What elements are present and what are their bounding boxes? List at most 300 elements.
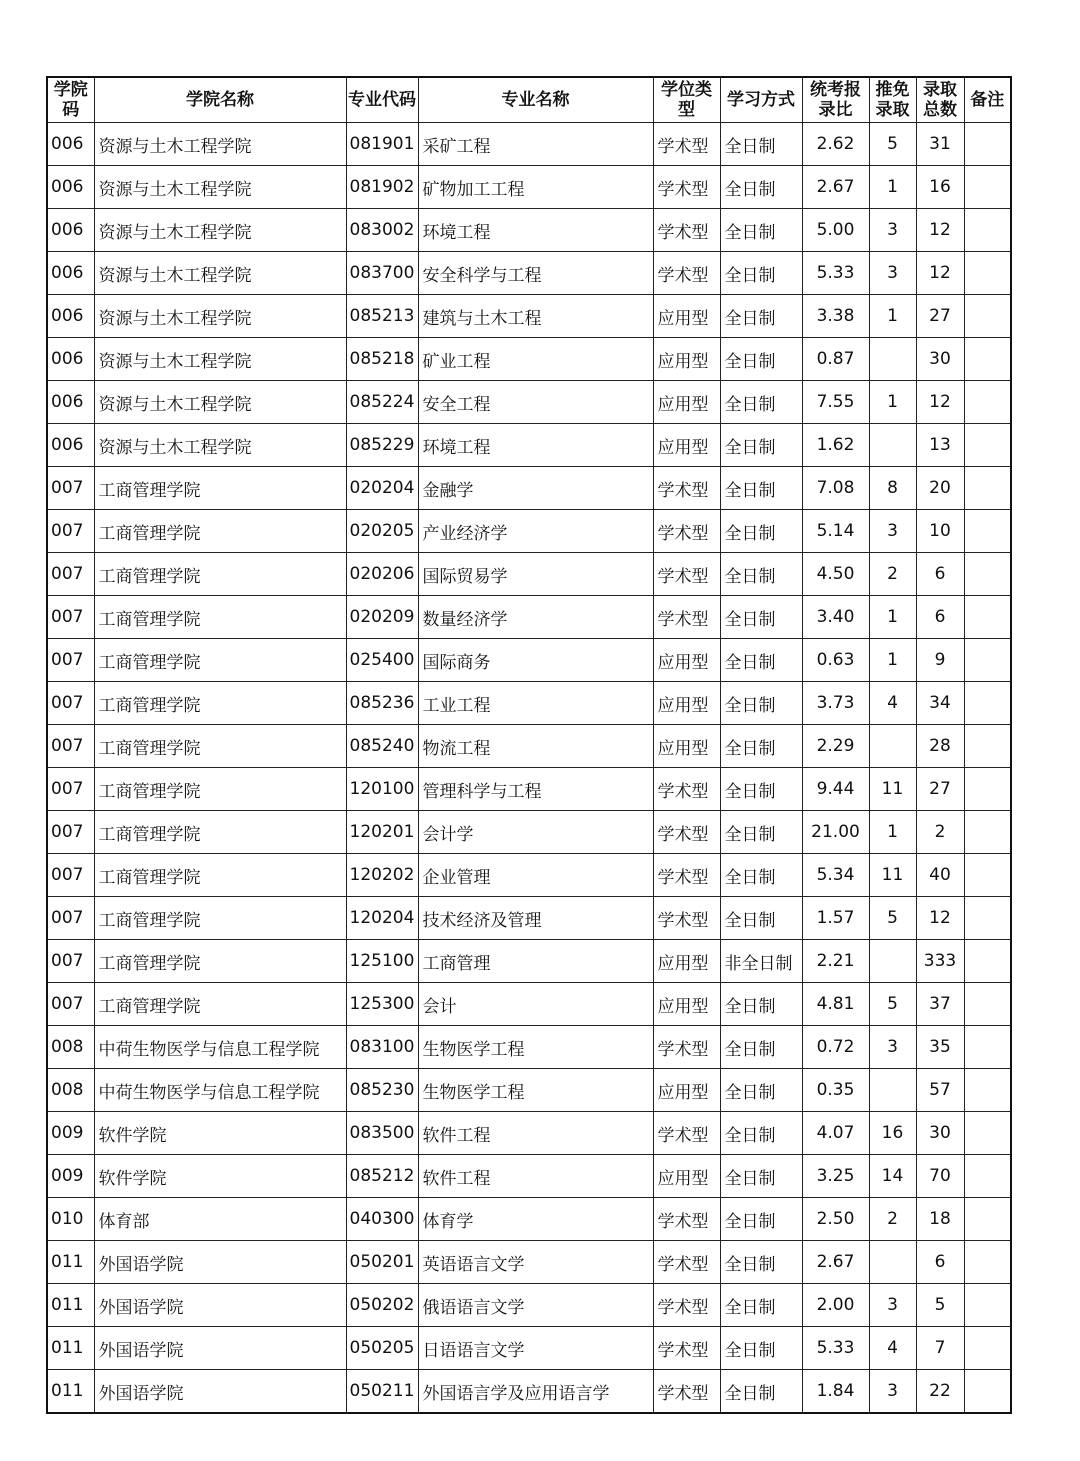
cell-study-mode: 全日制 [720, 768, 802, 811]
cell-study-mode: 全日制 [720, 1155, 802, 1198]
cell-college-name: 中荷生物医学与信息工程学院 [94, 1026, 346, 1069]
table-row [47, 467, 1011, 510]
cell-study-mode: 全日制 [720, 123, 802, 166]
cell-study-mode: 全日制 [720, 424, 802, 467]
cell-major-code: 050201 [346, 1241, 418, 1284]
cell-total: 31 [916, 123, 964, 166]
header-degree-type: 学位类型 [653, 77, 720, 123]
cell-college-code: 009 [47, 1112, 94, 1155]
cell-remarks [964, 1026, 1011, 1069]
cell-college-name: 工商管理学院 [94, 854, 346, 897]
cell-college-name: 资源与土木工程学院 [94, 123, 346, 166]
cell-major-code: 120201 [346, 811, 418, 854]
cell-total: 30 [916, 1112, 964, 1155]
cell-study-mode: 全日制 [720, 553, 802, 596]
cell-remarks [964, 1241, 1011, 1284]
cell-remarks [964, 1155, 1011, 1198]
cell-recommended: 3 [869, 510, 916, 553]
cell-ratio: 5.14 [802, 510, 869, 553]
cell-major-code: 040300 [346, 1198, 418, 1241]
cell-major-code: 085218 [346, 338, 418, 381]
table-row [47, 1370, 1011, 1414]
table-row [47, 1198, 1011, 1241]
cell-college-name: 资源与土木工程学院 [94, 381, 346, 424]
cell-ratio: 21.00 [802, 811, 869, 854]
cell-degree-type: 应用型 [653, 983, 720, 1026]
cell-study-mode: 非全日制 [720, 940, 802, 983]
cell-ratio: 2.67 [802, 166, 869, 209]
cell-major-code: 050205 [346, 1327, 418, 1370]
cell-ratio: 5.33 [802, 252, 869, 295]
cell-remarks [964, 854, 1011, 897]
cell-study-mode: 全日制 [720, 338, 802, 381]
cell-study-mode: 全日制 [720, 983, 802, 1026]
table-row [47, 381, 1011, 424]
header-recommended: 推免录取 [869, 77, 916, 123]
cell-remarks [964, 682, 1011, 725]
cell-degree-type: 学术型 [653, 209, 720, 252]
cell-study-mode: 全日制 [720, 1327, 802, 1370]
cell-study-mode: 全日制 [720, 209, 802, 252]
cell-total: 10 [916, 510, 964, 553]
cell-remarks [964, 940, 1011, 983]
cell-total: 28 [916, 725, 964, 768]
cell-major-code: 050202 [346, 1284, 418, 1327]
header-total: 录取总数 [916, 77, 964, 123]
cell-college-name: 软件学院 [94, 1112, 346, 1155]
cell-remarks [964, 811, 1011, 854]
cell-major-name: 生物医学工程 [418, 1026, 653, 1069]
cell-college-code: 007 [47, 682, 94, 725]
cell-college-name: 工商管理学院 [94, 596, 346, 639]
cell-major-name: 管理科学与工程 [418, 768, 653, 811]
cell-ratio: 2.50 [802, 1198, 869, 1241]
cell-study-mode: 全日制 [720, 1241, 802, 1284]
cell-college-name: 资源与土木工程学院 [94, 338, 346, 381]
cell-college-name: 工商管理学院 [94, 725, 346, 768]
cell-college-name: 资源与土木工程学院 [94, 424, 346, 467]
cell-recommended: 1 [869, 381, 916, 424]
cell-college-code: 007 [47, 854, 94, 897]
cell-recommended [869, 1069, 916, 1112]
table-row [47, 123, 1011, 166]
cell-total: 35 [916, 1026, 964, 1069]
cell-total: 34 [916, 682, 964, 725]
table-row [47, 1284, 1011, 1327]
cell-college-name: 工商管理学院 [94, 467, 346, 510]
cell-total: 27 [916, 295, 964, 338]
cell-degree-type: 学术型 [653, 553, 720, 596]
cell-remarks [964, 510, 1011, 553]
cell-college-code: 007 [47, 897, 94, 940]
cell-major-code: 120204 [346, 897, 418, 940]
cell-major-name: 安全工程 [418, 381, 653, 424]
cell-college-name: 软件学院 [94, 1155, 346, 1198]
cell-ratio: 0.72 [802, 1026, 869, 1069]
cell-remarks [964, 467, 1011, 510]
cell-study-mode: 全日制 [720, 1370, 802, 1414]
cell-ratio: 4.81 [802, 983, 869, 1026]
cell-major-name: 生物医学工程 [418, 1069, 653, 1112]
cell-study-mode: 全日制 [720, 295, 802, 338]
cell-total: 7 [916, 1327, 964, 1370]
cell-recommended: 5 [869, 123, 916, 166]
cell-recommended: 1 [869, 811, 916, 854]
cell-remarks [964, 725, 1011, 768]
cell-ratio: 3.73 [802, 682, 869, 725]
header-major-code: 专业代码 [346, 77, 418, 123]
cell-degree-type: 学术型 [653, 1284, 720, 1327]
cell-college-code: 007 [47, 510, 94, 553]
cell-degree-type: 学术型 [653, 1026, 720, 1069]
cell-total: 2 [916, 811, 964, 854]
table-row [47, 1241, 1011, 1284]
cell-college-code: 006 [47, 252, 94, 295]
cell-ratio: 1.62 [802, 424, 869, 467]
cell-major-code: 083700 [346, 252, 418, 295]
cell-remarks [964, 295, 1011, 338]
cell-college-name: 工商管理学院 [94, 510, 346, 553]
cell-total: 13 [916, 424, 964, 467]
header-college-name: 学院名称 [94, 77, 346, 123]
cell-recommended: 11 [869, 768, 916, 811]
cell-recommended: 1 [869, 639, 916, 682]
cell-degree-type: 学术型 [653, 467, 720, 510]
cell-recommended: 4 [869, 682, 916, 725]
cell-major-code: 025400 [346, 639, 418, 682]
cell-major-code: 020209 [346, 596, 418, 639]
cell-degree-type: 应用型 [653, 1155, 720, 1198]
cell-ratio: 0.87 [802, 338, 869, 381]
cell-college-code: 007 [47, 467, 94, 510]
table-row [47, 596, 1011, 639]
cell-recommended: 3 [869, 1370, 916, 1414]
cell-recommended: 3 [869, 209, 916, 252]
table-row [47, 166, 1011, 209]
cell-degree-type: 学术型 [653, 123, 720, 166]
cell-college-name: 工商管理学院 [94, 940, 346, 983]
table-row [47, 510, 1011, 553]
cell-total: 20 [916, 467, 964, 510]
table-row [47, 897, 1011, 940]
cell-total: 5 [916, 1284, 964, 1327]
cell-remarks [964, 1112, 1011, 1155]
cell-college-name: 工商管理学院 [94, 553, 346, 596]
cell-major-code: 081902 [346, 166, 418, 209]
cell-degree-type: 学术型 [653, 1112, 720, 1155]
cell-major-code: 085236 [346, 682, 418, 725]
cell-degree-type: 应用型 [653, 424, 720, 467]
cell-college-code: 008 [47, 1026, 94, 1069]
cell-degree-type: 学术型 [653, 252, 720, 295]
cell-ratio: 2.21 [802, 940, 869, 983]
cell-total: 40 [916, 854, 964, 897]
cell-study-mode: 全日制 [720, 1026, 802, 1069]
cell-recommended [869, 725, 916, 768]
cell-major-code: 050211 [346, 1370, 418, 1414]
cell-study-mode: 全日制 [720, 381, 802, 424]
cell-major-name: 环境工程 [418, 424, 653, 467]
cell-remarks [964, 768, 1011, 811]
cell-major-code: 120202 [346, 854, 418, 897]
cell-ratio: 7.55 [802, 381, 869, 424]
cell-major-code: 083500 [346, 1112, 418, 1155]
cell-college-code: 011 [47, 1327, 94, 1370]
cell-remarks [964, 209, 1011, 252]
cell-college-name: 工商管理学院 [94, 768, 346, 811]
cell-recommended: 3 [869, 252, 916, 295]
cell-college-code: 007 [47, 768, 94, 811]
cell-degree-type: 学术型 [653, 1198, 720, 1241]
cell-major-code: 085212 [346, 1155, 418, 1198]
cell-degree-type: 学术型 [653, 510, 720, 553]
cell-college-code: 006 [47, 338, 94, 381]
cell-recommended: 3 [869, 1284, 916, 1327]
cell-college-name: 工商管理学院 [94, 682, 346, 725]
cell-study-mode: 全日制 [720, 1112, 802, 1155]
cell-major-code: 085229 [346, 424, 418, 467]
cell-major-code: 085230 [346, 1069, 418, 1112]
table-body [47, 123, 1011, 1414]
header-college-code: 学院码 [47, 77, 94, 123]
cell-degree-type: 应用型 [653, 1069, 720, 1112]
cell-college-name: 工商管理学院 [94, 897, 346, 940]
cell-ratio: 5.34 [802, 854, 869, 897]
cell-college-name: 工商管理学院 [94, 983, 346, 1026]
cell-recommended: 16 [869, 1112, 916, 1155]
cell-remarks [964, 897, 1011, 940]
cell-ratio: 9.44 [802, 768, 869, 811]
cell-total: 30 [916, 338, 964, 381]
cell-degree-type: 学术型 [653, 1327, 720, 1370]
cell-major-code: 085213 [346, 295, 418, 338]
cell-major-code: 020204 [346, 467, 418, 510]
cell-remarks [964, 983, 1011, 1026]
cell-remarks [964, 381, 1011, 424]
cell-study-mode: 全日制 [720, 854, 802, 897]
cell-remarks [964, 1198, 1011, 1241]
cell-college-code: 008 [47, 1069, 94, 1112]
cell-recommended: 1 [869, 166, 916, 209]
cell-major-name: 工商管理 [418, 940, 653, 983]
cell-remarks [964, 252, 1011, 295]
cell-study-mode: 全日制 [720, 467, 802, 510]
cell-ratio: 4.07 [802, 1112, 869, 1155]
cell-college-code: 006 [47, 166, 94, 209]
table-row [47, 1155, 1011, 1198]
cell-degree-type: 应用型 [653, 940, 720, 983]
cell-major-name: 俄语语言文学 [418, 1284, 653, 1327]
cell-major-name: 英语语言文学 [418, 1241, 653, 1284]
cell-remarks [964, 596, 1011, 639]
cell-major-code: 120100 [346, 768, 418, 811]
cell-recommended: 11 [869, 854, 916, 897]
table-header [47, 77, 1011, 123]
header-ratio: 统考报录比 [802, 77, 869, 123]
cell-ratio: 7.08 [802, 467, 869, 510]
cell-college-name: 外国语学院 [94, 1370, 346, 1414]
cell-college-code: 007 [47, 811, 94, 854]
cell-recommended [869, 940, 916, 983]
cell-study-mode: 全日制 [720, 897, 802, 940]
cell-recommended: 1 [869, 295, 916, 338]
cell-major-name: 软件工程 [418, 1112, 653, 1155]
cell-ratio: 2.62 [802, 123, 869, 166]
table-row [47, 1327, 1011, 1370]
cell-study-mode: 全日制 [720, 510, 802, 553]
cell-study-mode: 全日制 [720, 725, 802, 768]
cell-college-name: 外国语学院 [94, 1241, 346, 1284]
cell-major-name: 环境工程 [418, 209, 653, 252]
table-row [47, 768, 1011, 811]
header-row [47, 77, 1011, 123]
cell-ratio: 2.00 [802, 1284, 869, 1327]
cell-major-code: 081901 [346, 123, 418, 166]
table-row [47, 424, 1011, 467]
cell-major-name: 体育学 [418, 1198, 653, 1241]
cell-college-code: 009 [47, 1155, 94, 1198]
cell-major-code: 085224 [346, 381, 418, 424]
cell-college-code: 007 [47, 940, 94, 983]
table-row [47, 725, 1011, 768]
cell-college-code: 007 [47, 983, 94, 1026]
cell-total: 16 [916, 166, 964, 209]
cell-college-name: 体育部 [94, 1198, 346, 1241]
cell-college-code: 011 [47, 1284, 94, 1327]
cell-study-mode: 全日制 [720, 1198, 802, 1241]
cell-remarks [964, 166, 1011, 209]
cell-recommended [869, 424, 916, 467]
cell-remarks [964, 1069, 1011, 1112]
admission-table [46, 76, 1012, 1414]
cell-college-code: 006 [47, 381, 94, 424]
cell-recommended: 8 [869, 467, 916, 510]
cell-major-name: 会计 [418, 983, 653, 1026]
cell-ratio: 5.00 [802, 209, 869, 252]
cell-degree-type: 学术型 [653, 596, 720, 639]
cell-major-name: 技术经济及管理 [418, 897, 653, 940]
cell-major-code: 125100 [346, 940, 418, 983]
cell-college-name: 资源与土木工程学院 [94, 209, 346, 252]
table-row [47, 209, 1011, 252]
cell-remarks [964, 553, 1011, 596]
cell-total: 333 [916, 940, 964, 983]
cell-study-mode: 全日制 [720, 1069, 802, 1112]
cell-ratio: 0.35 [802, 1069, 869, 1112]
cell-college-code: 006 [47, 209, 94, 252]
cell-study-mode: 全日制 [720, 639, 802, 682]
table-row [47, 1026, 1011, 1069]
cell-degree-type: 学术型 [653, 811, 720, 854]
cell-study-mode: 全日制 [720, 682, 802, 725]
cell-recommended [869, 1241, 916, 1284]
cell-recommended: 14 [869, 1155, 916, 1198]
cell-ratio: 2.67 [802, 1241, 869, 1284]
cell-total: 57 [916, 1069, 964, 1112]
cell-ratio: 3.40 [802, 596, 869, 639]
table-row [47, 983, 1011, 1026]
cell-degree-type: 应用型 [653, 338, 720, 381]
cell-recommended: 3 [869, 1026, 916, 1069]
table-row [47, 854, 1011, 897]
cell-recommended: 5 [869, 897, 916, 940]
cell-major-name: 产业经济学 [418, 510, 653, 553]
cell-major-name: 数量经济学 [418, 596, 653, 639]
cell-college-name: 中荷生物医学与信息工程学院 [94, 1069, 346, 1112]
cell-ratio: 3.25 [802, 1155, 869, 1198]
cell-remarks [964, 1370, 1011, 1414]
cell-degree-type: 学术型 [653, 166, 720, 209]
cell-recommended: 5 [869, 983, 916, 1026]
table-row [47, 811, 1011, 854]
admission-table-container [46, 76, 1010, 1414]
cell-remarks [964, 1327, 1011, 1370]
cell-college-name: 资源与土木工程学院 [94, 295, 346, 338]
cell-college-code: 006 [47, 123, 94, 166]
table-row [47, 940, 1011, 983]
cell-major-name: 日语语言文学 [418, 1327, 653, 1370]
table-row [47, 639, 1011, 682]
cell-degree-type: 应用型 [653, 725, 720, 768]
cell-major-name: 采矿工程 [418, 123, 653, 166]
cell-college-code: 010 [47, 1198, 94, 1241]
cell-study-mode: 全日制 [720, 811, 802, 854]
cell-college-name: 外国语学院 [94, 1284, 346, 1327]
cell-remarks [964, 123, 1011, 166]
cell-total: 27 [916, 768, 964, 811]
cell-college-name: 外国语学院 [94, 1327, 346, 1370]
table-row [47, 1069, 1011, 1112]
cell-ratio: 1.57 [802, 897, 869, 940]
cell-major-name: 工业工程 [418, 682, 653, 725]
table-row [47, 553, 1011, 596]
cell-college-code: 007 [47, 639, 94, 682]
cell-major-code: 083100 [346, 1026, 418, 1069]
cell-remarks [964, 1284, 1011, 1327]
cell-degree-type: 学术型 [653, 768, 720, 811]
cell-major-code: 085240 [346, 725, 418, 768]
cell-major-name: 金融学 [418, 467, 653, 510]
header-major-name: 专业名称 [418, 77, 653, 123]
cell-major-name: 国际商务 [418, 639, 653, 682]
cell-ratio: 0.63 [802, 639, 869, 682]
cell-major-name: 安全科学与工程 [418, 252, 653, 295]
cell-total: 12 [916, 381, 964, 424]
cell-degree-type: 学术型 [653, 897, 720, 940]
cell-major-name: 国际贸易学 [418, 553, 653, 596]
cell-total: 6 [916, 553, 964, 596]
cell-total: 12 [916, 209, 964, 252]
cell-major-name: 物流工程 [418, 725, 653, 768]
cell-total: 6 [916, 596, 964, 639]
cell-major-code: 125300 [346, 983, 418, 1026]
cell-ratio: 5.33 [802, 1327, 869, 1370]
cell-college-code: 007 [47, 596, 94, 639]
cell-college-code: 007 [47, 553, 94, 596]
cell-study-mode: 全日制 [720, 252, 802, 295]
cell-major-name: 矿物加工工程 [418, 166, 653, 209]
cell-college-name: 资源与土木工程学院 [94, 166, 346, 209]
cell-degree-type: 学术型 [653, 1370, 720, 1414]
cell-college-name: 资源与土木工程学院 [94, 252, 346, 295]
cell-degree-type: 应用型 [653, 381, 720, 424]
table-row [47, 338, 1011, 381]
cell-recommended [869, 338, 916, 381]
cell-study-mode: 全日制 [720, 166, 802, 209]
cell-major-name: 会计学 [418, 811, 653, 854]
cell-total: 37 [916, 983, 964, 1026]
cell-ratio: 1.84 [802, 1370, 869, 1414]
